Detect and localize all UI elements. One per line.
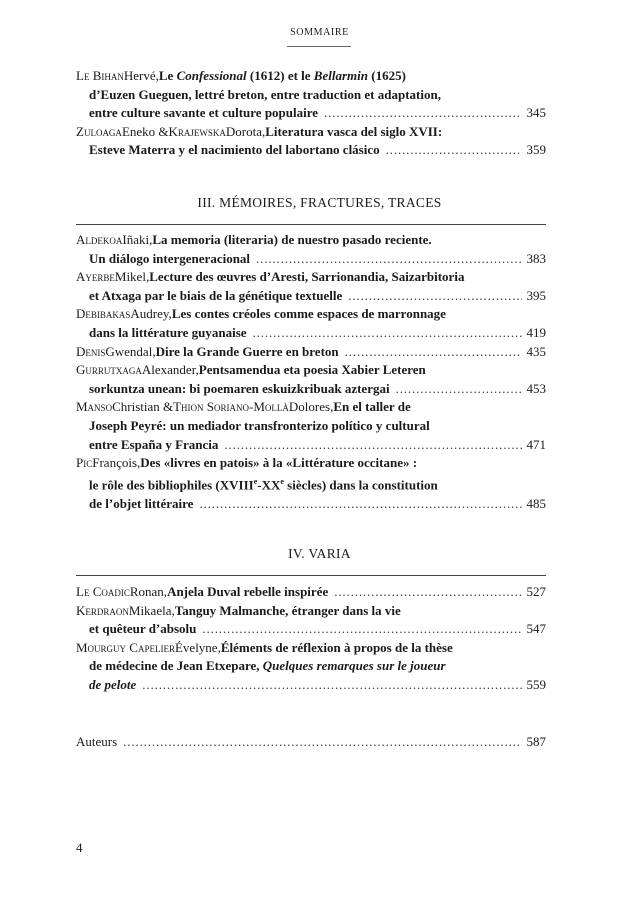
entry-title-cont: dans la littérature guyanaise	[89, 324, 247, 340]
entry-title-cont: entre culture savante et culture populaire	[89, 105, 319, 121]
page-number[interactable]: 383	[526, 250, 546, 266]
toc-entry-denis: Denis Gwendal, Dire la Grande Guerre en breton . . . 435	[76, 343, 546, 362]
entry-title-cont: Un diálogo intergeneracional	[89, 250, 251, 266]
author-name: Aldekoa	[76, 232, 123, 247]
dot-leader	[386, 141, 522, 160]
page-number[interactable]: 345	[526, 105, 546, 121]
toc-authors	[76, 733, 546, 752]
toc-entry-ayerbe: Ayerbe Mikel, Lecture des œuvres d’Aresti, Sarrionandia, Saizarbitoria et Atxaga par le biais de la génétique textuelle . . . 395	[76, 268, 546, 305]
author-name: Ayerbe	[76, 269, 115, 285]
entry-title[interactable]: Les contes créoles comme espaces de marronnage	[171, 306, 446, 322]
page-number[interactable]: 547	[526, 621, 546, 637]
dot-leader	[348, 287, 521, 306]
author-name: Debibakas	[76, 306, 131, 322]
section-title-memoires: III. MÉMOIRES, FRACTURES, TRACES	[197, 195, 442, 210]
entry-title[interactable]: Le Confessional (1612) et le Bellarmin (1625)	[158, 68, 406, 83]
toc-entry-auteurs	[76, 733, 546, 752]
entry-title-cont: de l’objet littéraire	[89, 495, 194, 511]
entry-title-cont: et quêteur d’absolu	[89, 621, 197, 637]
page-number[interactable]: 587	[526, 734, 546, 749]
toc-section-4	[76, 583, 546, 695]
toc-entry-aldekoa: Aldekoa Iñaki, La memoria (literaria) de nuestro pasado reciente. Un diálogo intergeneracional . . . 383	[76, 231, 546, 268]
entry-title-cont: et Atxaga par le biais de la génétique textuelle	[89, 287, 343, 303]
page-number[interactable]: 395	[526, 287, 546, 303]
author-name: Denis	[76, 343, 106, 359]
page-number[interactable]: 527	[526, 584, 546, 599]
page-number[interactable]: 471	[526, 436, 546, 452]
dot-leader	[199, 495, 521, 514]
entry-title-cont: Esteve Materra y el nacimiento del labortano clásico	[89, 142, 380, 158]
author-name: Gurrutxaga	[76, 362, 142, 378]
entry-title[interactable]: Des «livres en patois» à la «Littérature occitane» :	[140, 455, 418, 471]
entry-title[interactable]: Éléments de réflexion à propos de la thèse	[220, 639, 453, 655]
running-header: SOMMAIRE	[290, 27, 349, 38]
author-name: Pic	[76, 455, 93, 471]
author-name: Kerdraon	[76, 602, 129, 618]
entry-title[interactable]: En el taller de	[333, 399, 411, 415]
author-name: Zuloaga	[76, 123, 122, 139]
entry-title[interactable]: Dire la Grande Guerre en breton	[155, 343, 339, 359]
author-name: Thion Soriano-Mollà	[173, 399, 289, 415]
author-name: Le Coadic	[76, 584, 130, 599]
entry-title[interactable]: Lecture des œuvres d’Aresti, Sarrionandia, Saizarbitoria	[149, 269, 465, 285]
author-name: Le Bihan	[76, 68, 124, 83]
entry-title-cont: le rôle des bibliophiles (XVIIIe-XXe siècles) dans la constitution	[89, 476, 438, 493]
author-name: Manso	[76, 399, 113, 415]
entry-title[interactable]: Anjela Duval rebelle inspirée	[167, 584, 329, 599]
section-rule	[76, 575, 546, 576]
page-folio: 4	[76, 840, 83, 855]
dot-leader	[334, 583, 521, 602]
dot-leader	[396, 380, 522, 399]
author-name: Krajewska	[168, 123, 226, 139]
author-first-name: Hervé,	[123, 68, 159, 83]
page-number[interactable]: 359	[526, 142, 546, 158]
header-rule	[287, 46, 351, 47]
section-rule	[76, 224, 546, 225]
dot-leader	[256, 250, 521, 269]
page-number[interactable]: 435	[526, 343, 546, 359]
toc-entry-le-bihan	[76, 67, 546, 123]
toc-entry-mourguy-capelier: Mourguy Capelier Évelyne, Éléments de réflexion à propos de la thèse de médecine de Jean Etxepare, Quelques remarques sur le joueur de pelote . . . 559	[76, 639, 546, 695]
dot-leader	[324, 104, 521, 123]
page-number[interactable]: 559	[526, 676, 546, 692]
dot-leader	[253, 324, 522, 343]
toc-entry-kerdraon: Kerdraon Mikaela, Tanguy Malmanche, étranger dans la vie et quêteur d’absolu . . . 547	[76, 602, 546, 639]
dot-leader	[142, 676, 521, 695]
toc-entry-le-coadic: Le Coadic Ronan, Anjela Duval rebelle inspirée . . . 527	[76, 583, 546, 602]
entry-title-cont: d’Euzen Gueguen, lettré breton, entre traduction et adaptation,	[89, 86, 441, 102]
entry-title[interactable]: Pentsamendua eta poesia Xabier Leteren	[198, 362, 426, 378]
toc-entry-zuloaga: Zuloaga Eneko & Krajewska Dorota, Literatura vasca del siglo XVII: Esteve Materra y el nacimiento del labortano clásico . . . 359	[76, 123, 546, 160]
authors-label[interactable]: Auteurs	[76, 734, 118, 749]
toc-entry-debibakas: Debibakas Audrey, Les contes créoles comme espaces de marronnage dans la littérature guyanaise . . . 419	[76, 305, 546, 342]
entry-title-cont: entre España y Francia	[89, 436, 219, 452]
toc-entry-gurrutxaga: Gurrutxaga Alexander, Pentsamendua eta poesia Xabier Leteren sorkuntza unean: bi poemaren eskuizkribuak aztergai . . . 453	[76, 361, 546, 398]
toc-group-1	[76, 67, 546, 160]
entry-title[interactable]: La memoria (literaria) de nuestro pasado reciente.	[152, 232, 432, 247]
entry-title-cont: de pelote	[89, 676, 137, 692]
toc-section-3	[76, 231, 546, 513]
toc-entry-manso: Manso Christian & Thion Soriano-Mollà Dolores, En el taller de Joseph Peyré: un mediador transfronterizo político y cultural entre España y Francia . . . 471	[76, 398, 546, 454]
section-title-varia: IV. VARIA	[288, 546, 351, 561]
entry-title[interactable]: Literatura vasca del siglo XVII:	[265, 123, 443, 139]
dot-leader	[202, 620, 521, 639]
page-number[interactable]: 419	[526, 324, 546, 340]
author-name: Mourguy Capelier	[76, 639, 175, 655]
dot-leader	[345, 343, 522, 362]
dot-leader	[224, 436, 521, 455]
entry-title-cont: de médecine de Jean Etxepare, Quelques remarques sur le joueur	[89, 658, 446, 674]
page-number[interactable]: 485	[526, 495, 546, 511]
entry-title-cont: Joseph Peyré: un mediador transfronterizo político y cultural	[89, 417, 430, 433]
entry-title-cont: sorkuntza unean: bi poemaren eskuizkribuak aztergai	[89, 380, 390, 396]
toc-entry-pic: Pic François, Des «livres en patois» à la «Littérature occitane» : le rôle des bibliophiles (XVIIIe-XXe siècles) dans la constitution de l’objet littéraire . . . 485	[76, 454, 546, 513]
page-number[interactable]: 453	[526, 380, 546, 396]
dot-leader	[123, 733, 521, 752]
entry-title[interactable]: Tanguy Malmanche, étranger dans la vie	[174, 602, 401, 618]
